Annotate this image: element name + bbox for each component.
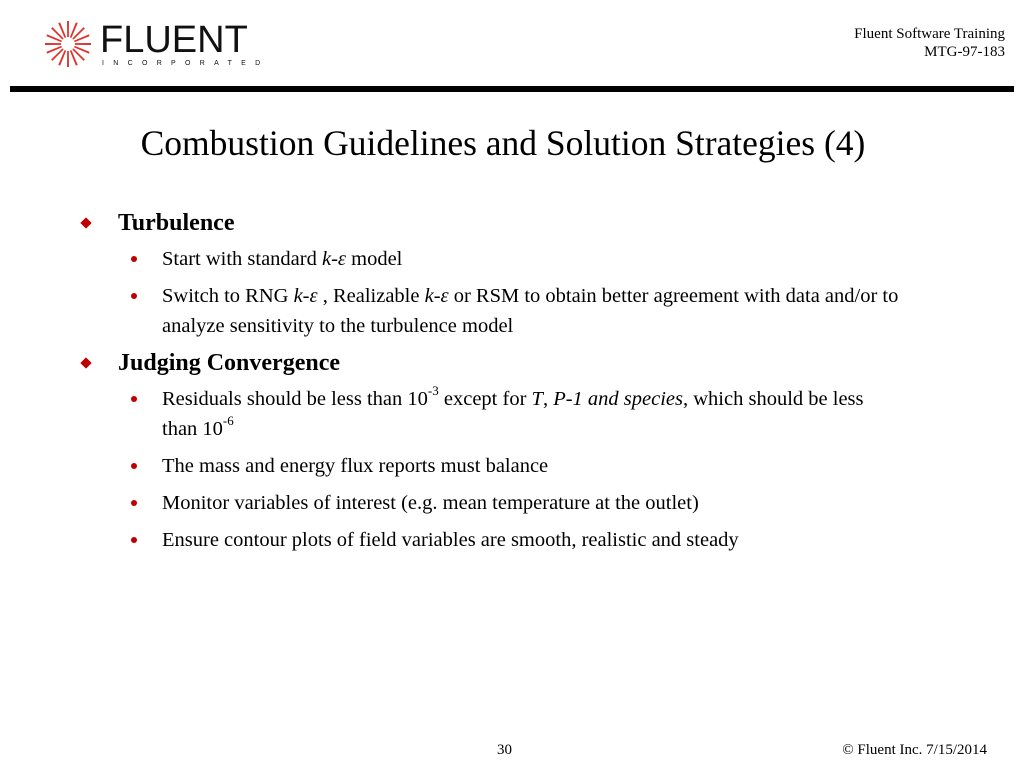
- logo-ray: [67, 21, 69, 37]
- section-judging-convergence: [80, 348, 930, 378]
- slide-title: Combustion Guidelines and Solution Strategies (4): [140, 123, 866, 163]
- dot-bullet-icon: [131, 293, 137, 299]
- logo-ray: [67, 51, 69, 67]
- diamond-bullet-icon: [80, 357, 91, 368]
- logo-subtitle: INCORPORATED: [102, 60, 270, 67]
- bullet-switch-model: Switch to RNG k-ε , Realizable k-ε or RSM to obtain better agreement with data and/or to analyze sensitivity to the turbulence model: [80, 281, 902, 341]
- sunburst-logo-icon: [42, 18, 94, 70]
- section-heading: Turbulence: [118, 210, 235, 236]
- dot-bullet-icon: [131, 463, 137, 469]
- bullet-flux-balance: The mass and energy flux reports must balance: [80, 451, 902, 481]
- section-heading: Judging Convergence: [118, 350, 340, 376]
- bullet-residuals: Residuals should be less than $10^{-3}$ except for T, P-1 and species, which should be less than $10^{-6}$: [80, 384, 902, 444]
- section-turbulence: [80, 208, 930, 238]
- header-rule: [10, 86, 1014, 92]
- bullet-monitor-variables: Monitor variables of interest (e.g. mean temperature at the outlet): [80, 488, 902, 518]
- header-training-label: Fluent Software Training: [854, 26, 1005, 42]
- bullet-standard-model: Start with standard k-ε model: [80, 244, 902, 274]
- bullet-contour-plots: Ensure contour plots of field variables are smooth, realistic and steady: [80, 525, 902, 555]
- header-doc-code: MTG-97-183: [924, 44, 1005, 60]
- logo-ray: [45, 43, 61, 45]
- dot-bullet-icon: [131, 500, 137, 506]
- header-info: [854, 25, 1005, 61]
- logo-ray: [75, 43, 91, 45]
- slide-content: [80, 208, 930, 562]
- diamond-bullet-icon: [80, 217, 91, 228]
- dot-bullet-icon: [131, 256, 137, 262]
- dot-bullet-icon: [131, 537, 137, 543]
- dot-bullet-icon: [131, 396, 137, 402]
- logo-wordmark: FLUENT: [100, 19, 248, 61]
- copyright-notice: © Fluent Inc. 7/15/2014: [842, 742, 987, 758]
- page-number: 30: [497, 742, 512, 758]
- fluent-logo: [42, 18, 270, 70]
